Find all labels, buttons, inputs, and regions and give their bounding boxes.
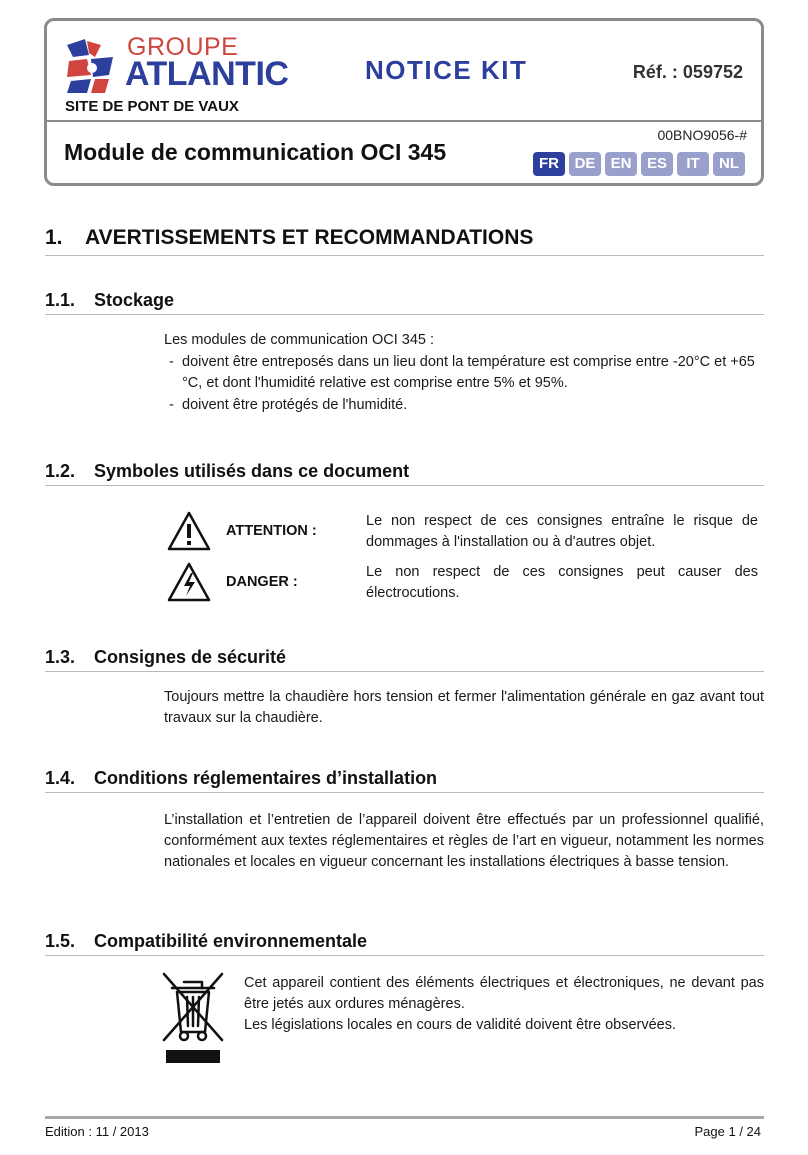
language-tabs bbox=[533, 152, 745, 176]
header-divider bbox=[47, 120, 761, 122]
section-title: Symboles utilisés dans ce document bbox=[94, 461, 410, 481]
symbol-description: Le non respect de ces consignes peut causer des électrocutions. bbox=[366, 564, 758, 601]
installation-paragraph: L’installation et l’entretien de l’appareil doivent être effectués par un professionnel qualifié, conformément aux textes réglementaires et règles de l’art en vigueur, notamment les normes nationales et locales en vigueur concernant les installations électriques à basse tension. bbox=[164, 812, 764, 870]
logo-atlantic-text: ATLANTIC bbox=[125, 55, 289, 93]
environment-line-2: Les législations locales en cours de validité doivent être observées. bbox=[244, 1017, 677, 1033]
section-number: 1.2. bbox=[45, 461, 76, 481]
footer-page-number: Page 1 / 24 bbox=[694, 1124, 761, 1139]
section-1-4-heading bbox=[45, 769, 764, 793]
groupe-atlantic-logo bbox=[65, 33, 295, 113]
symbol-label: DANGER : bbox=[226, 574, 298, 590]
lang-tab-fr[interactable]: FR bbox=[533, 152, 565, 176]
lang-tab-nl[interactable]: NL bbox=[713, 152, 745, 176]
lang-tab-en[interactable]: EN bbox=[605, 152, 637, 176]
section-1-heading bbox=[45, 226, 764, 256]
safety-paragraph: Toujours mettre la chaudière hors tension et fermer l'alimentation générale en gaz avant tout travaux sur la chaudière. bbox=[164, 689, 764, 726]
section-number: 1.5. bbox=[45, 931, 76, 951]
section-1-5-heading bbox=[45, 932, 764, 956]
logo-groupe-text: GROUPE bbox=[127, 33, 239, 61]
storage-bullet-1: doivent être entreposés dans un lieu dont la température est comprise entre -20°C et +65 °C, et dont l'humidité relative est comprise entre 5% et 95%. bbox=[182, 354, 755, 391]
section-number: 1. bbox=[45, 226, 63, 249]
section-title: Conditions réglementaires d’installation bbox=[94, 768, 438, 788]
section-number: 1.3. bbox=[45, 647, 76, 667]
notice-kit-label: NOTICE KIT bbox=[365, 55, 528, 85]
symbol-row-danger bbox=[164, 562, 764, 606]
symbol-label: ATTENTION : bbox=[226, 523, 317, 539]
environment-line-1: Cet appareil contient des éléments électriques et électroniques, ne devant pas être jetés aux ordures ménagères. bbox=[244, 975, 764, 1012]
section-1-2-heading bbox=[45, 462, 764, 486]
storage-intro: Les modules de communication OCI 345 : bbox=[164, 332, 434, 348]
section-title: Consignes de sécurité bbox=[94, 647, 287, 667]
warning-triangle-icon bbox=[167, 511, 211, 551]
storage-paragraph bbox=[164, 330, 764, 416]
electric-hazard-icon bbox=[167, 562, 211, 602]
storage-bullet-2: doivent être protégés de l'humidité. bbox=[182, 397, 408, 413]
document-header bbox=[44, 18, 764, 186]
footer-divider bbox=[45, 1116, 764, 1119]
section-title: AVERTISSEMENTS ET RECOMMANDATIONS bbox=[85, 226, 534, 249]
section-title: Compatibilité environnementale bbox=[94, 931, 368, 951]
lang-tab-it[interactable]: IT bbox=[677, 152, 709, 176]
section-number: 1.4. bbox=[45, 768, 76, 788]
logo-site-text: SITE DE PONT DE VAUX bbox=[65, 98, 239, 115]
symbol-row-attention bbox=[164, 511, 764, 555]
atlantic-logo-icon bbox=[65, 37, 123, 93]
list-item: - doivent être entreposés dans un lieu dont la température est comprise entre -20°C et +65 °C, et dont l'humidité relative est comprise entre 5% et 95%. bbox=[169, 354, 755, 391]
environment-paragraph bbox=[244, 973, 764, 1036]
section-1-3-heading bbox=[45, 648, 764, 672]
weee-crossed-bin-icon bbox=[160, 970, 226, 1066]
document-title: Module de communication OCI 345 bbox=[64, 139, 447, 165]
reference-number: Réf. : 059752 bbox=[632, 62, 743, 82]
footer-edition: Edition : 11 / 2013 bbox=[45, 1124, 149, 1139]
lang-tab-de[interactable]: DE bbox=[569, 152, 601, 176]
section-title: Stockage bbox=[94, 290, 175, 310]
list-item: - doivent être protégés de l'humidité. bbox=[169, 397, 408, 413]
document-code: 00BNO9056-# bbox=[657, 127, 747, 143]
lang-tab-es[interactable]: ES bbox=[641, 152, 673, 176]
section-number: 1.1. bbox=[45, 290, 76, 310]
section-1-1-heading bbox=[45, 291, 764, 315]
symbol-description: Le non respect de ces consignes entraîne le risque de dommages à l'installation ou à d'autres objet. bbox=[366, 513, 758, 550]
